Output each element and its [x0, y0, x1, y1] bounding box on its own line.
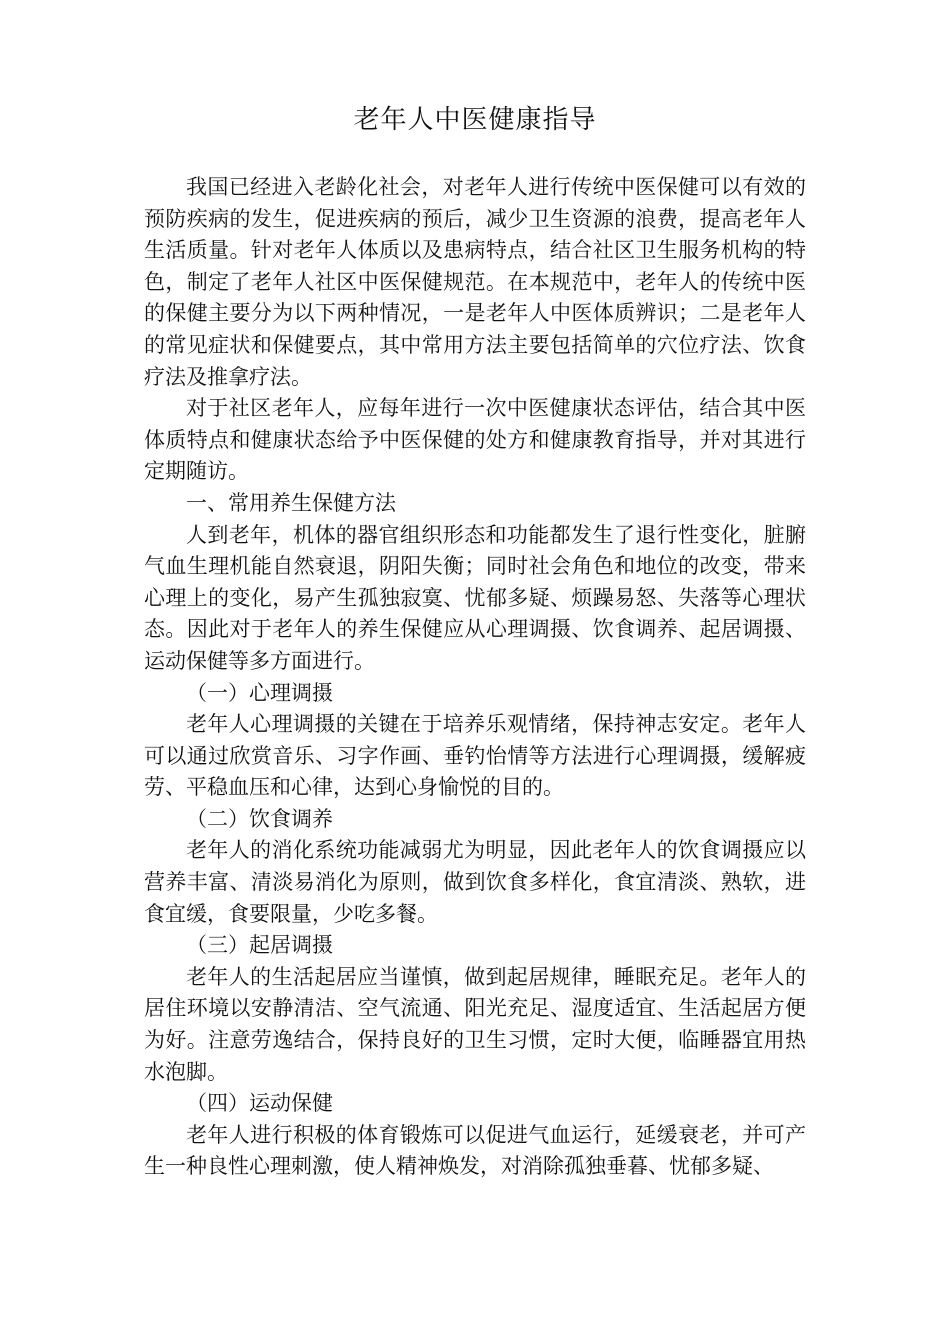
section-heading-methods: 一、常用养生保健方法 — [186, 490, 396, 515]
document-body — [144, 172, 806, 1183]
subsection-heading-diet: （二）饮食调养 — [186, 806, 333, 831]
subsection-heading-psychology: （一）心理调摄 — [186, 680, 333, 705]
paragraph-daily-life: 老年人的生活起居应当谨慎，做到起居规律，睡眠充足。老年人的居住环境以安静清洁、空气流通、阳光充足、湿度适宜、生活起居方便为好。注意劳逸结合，保持良好的卫生习惯，定时大便，临睡器宜用热水泡脚。 — [144, 964, 806, 1084]
subsection-heading-daily-life: （三）起居调摄 — [186, 933, 333, 958]
paragraph-assessment: 对于社区老年人，应每年进行一次中医健康状态评估，结合其中医体质特点和健康状态给予中医保健的处方和健康教育指导，并对其进行定期随访。 — [144, 396, 806, 484]
document-title: 老年人中医健康指导 — [353, 105, 597, 135]
subsection-heading-exercise: （四）运动保健 — [186, 1091, 333, 1116]
paragraph-psychology: 老年人心理调摄的关键在于培养乐观情绪，保持神志安定。老年人可以通过欣赏音乐、习字作画、垂钓怡情等方法进行心理调摄，缓解疲劳、平稳血压和心律，达到心身愉悦的目的。 — [144, 712, 806, 800]
paragraph-diet: 老年人的消化系统功能减弱尤为明显，因此老年人的饮食调摄应以营养丰富、清淡易消化为原则，做到饮食多样化，食宜清淡、熟软，进食宜缓，食要限量，少吃多餐。 — [144, 838, 806, 926]
paragraph-intro: 我国已经进入老龄化社会，对老年人进行传统中医保健可以有效的预防疾病的发生，促进疾病的预后，减少卫生资源的浪费，提高老年人生活质量。针对老年人体质以及患病特点，结合社区卫生服务机构的特色，制定了老年人社区中医保健规范。在本规范中，老年人的传统中医的保健主要分为以下两种情况，一是老年人中医体质辨识；二是老年人的常见症状和保健要点，其中常用方法主要包括简单的穴位疗法、饮食疗法及推拿疗法。 — [144, 175, 806, 389]
paragraph-aging: 人到老年，机体的器官组织形态和功能都发生了退行性变化，脏腑气血生理机能自然衰退，阴阳失衡；同时社会角色和地位的改变，带来心理上的变化，易产生孤独寂寞、忧郁多疑、烦躁易怒、失落等心理状态。因此对于老年人的养生保健应从心理调摄、饮食调养、起居调摄、运动保健等多方面进行。 — [144, 522, 806, 673]
paragraph-exercise: 老年人进行积极的体育锻炼可以促进气血运行，延缓衰老，并可产生一种良性心理刺激，使人精神焕发，对消除孤独垂暮、忧郁多疑、 — [144, 1122, 806, 1179]
